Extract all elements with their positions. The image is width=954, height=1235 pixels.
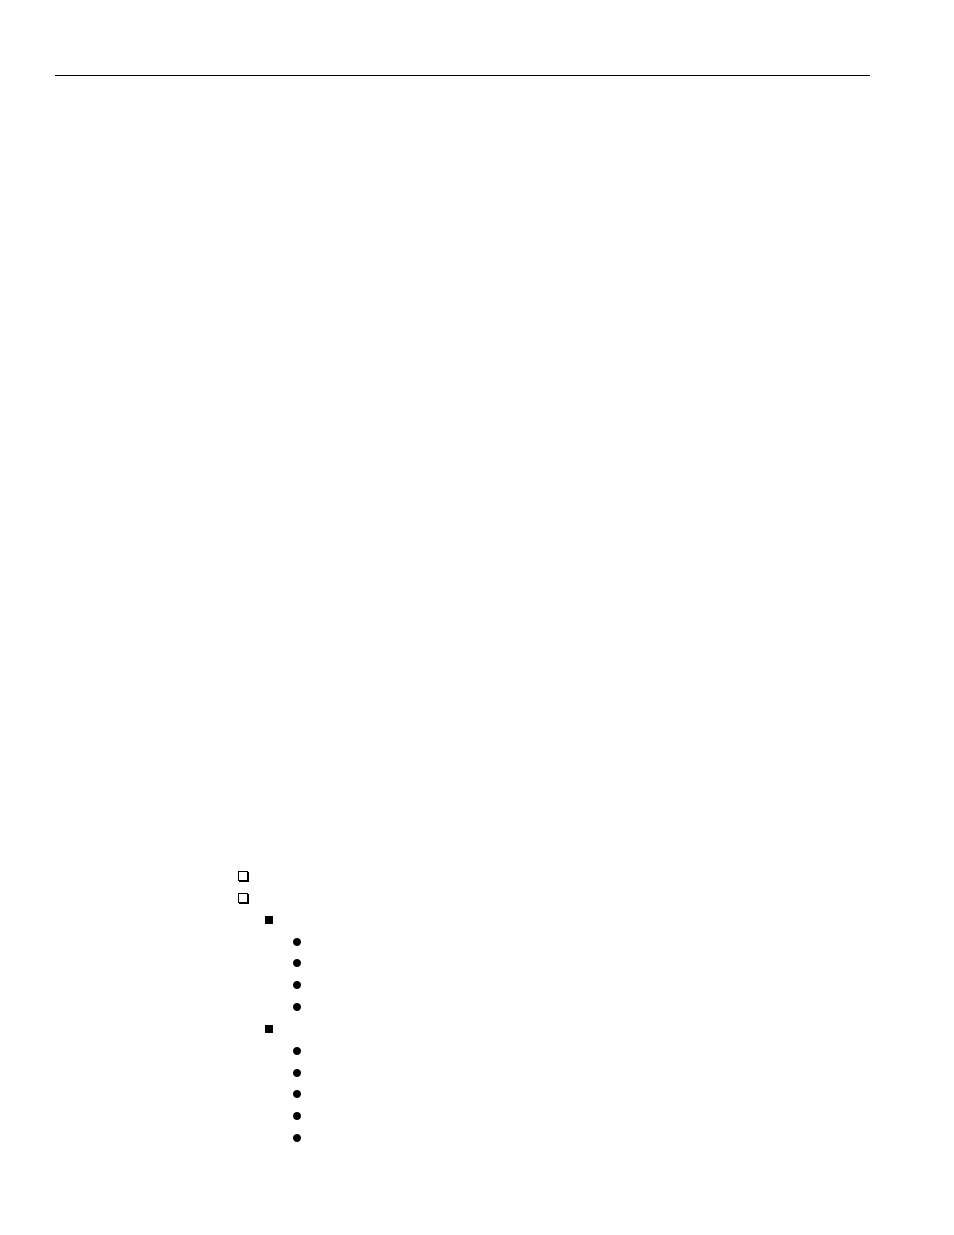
round-bullet-icon [293,1134,301,1142]
round-bullet-icon [293,1090,301,1098]
list-item [237,909,319,931]
list-item [237,887,319,909]
square-bullet-icon [265,916,273,924]
gs-response-list [237,865,319,1149]
list-item [237,952,319,974]
list-item [237,996,319,1018]
checkbox-bullet-icon [238,871,248,881]
round-bullet-icon [293,1003,301,1011]
square-bullet-icon [265,1025,273,1033]
round-bullet-icon [293,1047,301,1055]
list-item [237,1018,319,1040]
round-bullet-icon [293,938,301,946]
list-item [237,1040,319,1062]
list-item [237,931,319,953]
list-item [237,1105,319,1127]
round-bullet-icon [293,959,301,967]
list-item [237,1127,319,1149]
checkbox-bullet-icon [238,893,248,903]
list-item [237,974,319,996]
round-bullet-icon [293,1069,301,1077]
list-item [237,865,319,887]
list-item [237,1083,319,1105]
round-bullet-icon [293,1112,301,1120]
round-bullet-icon [293,981,301,989]
list-item [237,1062,319,1084]
header-divider [55,75,870,76]
